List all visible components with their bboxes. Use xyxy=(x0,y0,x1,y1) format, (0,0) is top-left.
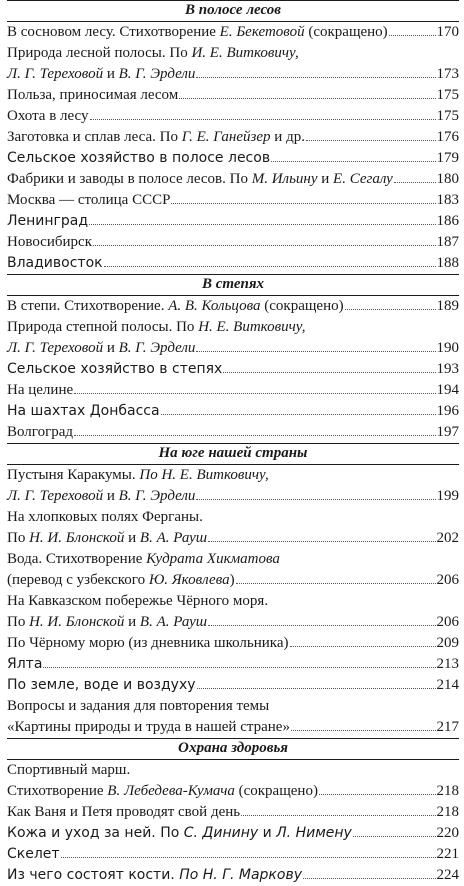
entry-title xyxy=(7,465,269,486)
entry-text: Волгоград xyxy=(7,424,74,440)
entry-text: По xyxy=(7,614,30,630)
dot-leader xyxy=(61,857,436,858)
entry-title xyxy=(7,106,89,127)
entry-text: Заготовка и сплав леса. По xyxy=(7,129,182,145)
page-number: 180 xyxy=(436,171,459,187)
entry-text: Новосибирск xyxy=(7,234,92,250)
toc-entry[interactable] xyxy=(7,232,459,253)
toc-entry[interactable] xyxy=(7,22,459,43)
entry-title xyxy=(7,85,178,106)
entry-text: Стихотворение xyxy=(7,783,108,799)
entry-text: По земле, воде и воздуху xyxy=(7,677,196,693)
entry-text: Спортивный марш. xyxy=(7,762,131,778)
entry-text: (сокращено) xyxy=(260,298,344,314)
section-heading: В полосе лесов xyxy=(7,0,459,22)
entry-title xyxy=(7,22,388,43)
entry-title xyxy=(7,338,195,359)
entry-title xyxy=(7,528,207,549)
entry-title xyxy=(7,570,235,591)
entry-text: Вопросы и задания для повторения темы xyxy=(7,698,270,714)
toc-entry[interactable] xyxy=(7,654,459,675)
entry-author: Е. Сегалу xyxy=(333,171,393,187)
toc-entry[interactable] xyxy=(7,85,459,106)
toc-entry[interactable] xyxy=(7,148,459,169)
toc-entry[interactable] xyxy=(7,64,459,85)
page-number: 193 xyxy=(436,361,459,377)
dot-leader xyxy=(291,730,436,731)
page-number: 218 xyxy=(436,783,459,799)
section-heading: В степях xyxy=(7,274,459,296)
entry-title xyxy=(7,232,92,253)
entry-text: Ленинград xyxy=(7,213,89,229)
entry-text: Сельское хозяйство в степях xyxy=(7,361,223,377)
entry-text: Из чего состоят кости. xyxy=(7,867,180,883)
entry-title xyxy=(7,717,290,738)
entry-text: и xyxy=(124,530,140,546)
entry-title xyxy=(7,148,270,169)
entry-author: М. Ильину xyxy=(251,171,318,187)
entry-title xyxy=(7,633,289,654)
dot-leader xyxy=(353,836,436,837)
entry-title xyxy=(7,591,268,612)
entry-text: (сокращено) xyxy=(234,783,318,799)
page-number: 202 xyxy=(436,530,459,546)
entry-text: На шахтах Донбасса xyxy=(7,403,160,419)
toc-entry[interactable] xyxy=(7,633,459,654)
page-number: 188 xyxy=(436,255,459,271)
page-number: 176 xyxy=(436,129,459,145)
entry-title xyxy=(7,760,130,781)
dot-leader xyxy=(306,140,436,141)
page-number: 206 xyxy=(436,572,459,588)
toc-entry[interactable] xyxy=(7,717,459,738)
entry-text: и xyxy=(258,825,277,841)
dot-leader xyxy=(290,646,436,647)
entry-text: Как Ваня и Петя проводят свой день xyxy=(7,804,241,820)
entry-title xyxy=(7,612,207,633)
entry-text: Москва — столица СССР xyxy=(7,192,171,208)
toc-entry[interactable] xyxy=(7,127,459,148)
dot-leader xyxy=(236,583,436,584)
entry-text: (перевод с узбекского xyxy=(7,572,149,588)
toc-entry[interactable] xyxy=(7,591,459,612)
entry-text: «Картины природы и труда в нашей стране» xyxy=(7,719,290,735)
toc-entry[interactable] xyxy=(7,486,459,507)
entry-author: По Н. Г. Маркову xyxy=(179,867,302,883)
section-heading: На юге нашей страны xyxy=(7,443,459,465)
entry-text: Вода. Стихотворение xyxy=(7,551,147,567)
toc-entry[interactable] xyxy=(7,760,459,781)
toc-entry[interactable] xyxy=(7,190,459,211)
dot-leader xyxy=(161,414,436,415)
entry-text: и xyxy=(103,340,119,356)
entry-author: Н. И. Блонской xyxy=(29,614,125,630)
entry-text: Пустыня Каракумы. xyxy=(7,467,140,483)
toc-entry[interactable] xyxy=(7,359,459,380)
entry-author: И. Е. Витковичу, xyxy=(191,45,299,61)
toc-entry[interactable] xyxy=(7,296,459,317)
page-number: 224 xyxy=(436,867,459,883)
entry-title xyxy=(7,401,160,422)
toc-entry[interactable] xyxy=(7,823,459,844)
entry-text: и др. xyxy=(270,129,305,145)
entry-title xyxy=(7,127,305,148)
dot-leader xyxy=(389,35,436,36)
entry-text: Природа степной полосы. По xyxy=(7,319,199,335)
dot-leader xyxy=(394,182,436,183)
entry-author: В. Г. Эрдели xyxy=(118,340,196,356)
dot-leader xyxy=(104,266,436,267)
entry-author: Г. Е. Ганейзер xyxy=(181,129,271,145)
dot-leader xyxy=(179,98,435,99)
toc-entry[interactable] xyxy=(7,844,459,865)
page-number: 197 xyxy=(436,424,459,440)
entry-author: Л. Г. Тереховой xyxy=(7,340,104,356)
page-number: 194 xyxy=(436,382,459,398)
page-number: 183 xyxy=(436,192,459,208)
page-number: 189 xyxy=(436,298,459,314)
toc-entry[interactable] xyxy=(7,781,459,802)
toc-entry[interactable] xyxy=(7,549,459,570)
entry-title xyxy=(7,422,73,443)
dot-leader xyxy=(93,245,436,246)
entry-author: Ю. Яковлева xyxy=(148,572,230,588)
dot-leader xyxy=(196,351,435,352)
page-number: 206 xyxy=(436,614,459,630)
entry-title xyxy=(7,486,195,507)
entry-title xyxy=(7,844,60,865)
page-number: 199 xyxy=(436,488,459,504)
entry-text: По Чёрному морю (из дневника школьника) xyxy=(7,635,289,651)
toc-entry[interactable] xyxy=(7,43,459,64)
entry-title xyxy=(7,190,170,211)
toc-entry[interactable] xyxy=(7,106,459,127)
entry-text: Владивосток xyxy=(7,255,103,271)
toc-entry[interactable] xyxy=(7,570,459,591)
entry-author: Кудрата Хикматова xyxy=(146,551,280,567)
dot-leader xyxy=(303,878,436,879)
entry-title xyxy=(7,823,352,844)
entry-author: Н. Е. Витковичу, xyxy=(198,319,306,335)
toc-entry[interactable] xyxy=(7,401,459,422)
dot-leader xyxy=(90,119,436,120)
entry-text: и xyxy=(124,614,140,630)
toc-entry[interactable] xyxy=(7,169,459,190)
entry-title xyxy=(7,253,103,274)
entry-text: Сельское хозяйство в полосе лесов xyxy=(7,150,271,166)
entry-text: (сокращено) xyxy=(304,24,388,40)
entry-author: Е. Бекетовой xyxy=(219,24,305,40)
dot-leader xyxy=(43,667,435,668)
toc-entry[interactable] xyxy=(7,317,459,338)
entry-text: и xyxy=(103,66,119,82)
entry-text: На целине xyxy=(7,382,74,398)
entry-text: Фабрики и заводы в полосе лесов. По xyxy=(7,171,252,187)
page-number: 179 xyxy=(436,150,459,166)
page-number: 220 xyxy=(436,825,459,841)
toc-entry[interactable] xyxy=(7,211,459,232)
entry-author: В. Г. Эрдели xyxy=(118,66,196,82)
entry-text: Природа лесной полосы. По xyxy=(7,45,192,61)
dot-leader xyxy=(271,161,435,162)
page-number: 209 xyxy=(436,635,459,651)
dot-leader xyxy=(345,309,436,310)
entry-text: В сосновом лесу. Стихотворение xyxy=(7,24,220,40)
entry-title xyxy=(7,169,393,190)
entry-title xyxy=(7,296,344,317)
entry-author: В. Г. Эрдели xyxy=(118,488,196,504)
entry-title xyxy=(7,507,203,528)
entry-title xyxy=(7,865,302,886)
dot-leader xyxy=(196,499,435,500)
entry-text: Кожа и уход за ней. По xyxy=(7,825,184,841)
entry-author: Л. Нимену xyxy=(276,825,352,841)
toc-entry[interactable] xyxy=(7,528,459,549)
entry-author: Н. И. Блонской xyxy=(29,530,125,546)
dot-leader xyxy=(208,541,435,542)
dot-leader xyxy=(89,224,435,225)
entry-title xyxy=(7,654,42,675)
toc-entry[interactable] xyxy=(7,696,459,717)
dot-leader xyxy=(74,393,435,394)
entry-text: Скелет xyxy=(7,846,60,862)
entry-text: В степи. Стихотворение. xyxy=(7,298,169,314)
entry-text: По xyxy=(7,530,30,546)
toc-entry[interactable] xyxy=(7,380,459,401)
page-number: 173 xyxy=(436,66,459,82)
entry-text: и xyxy=(103,488,119,504)
page-number: 221 xyxy=(436,846,459,862)
page-number: 170 xyxy=(436,24,459,40)
entry-author: По Н. Е. Витковичу, xyxy=(139,467,269,483)
page-number: 175 xyxy=(436,108,459,124)
entry-author: С. Динину xyxy=(183,825,259,841)
entry-text: На хлопковых полях Ферганы. xyxy=(7,509,203,525)
entry-author: В. А. Рауш xyxy=(139,530,208,546)
toc-entry[interactable] xyxy=(7,465,459,486)
entry-text: и xyxy=(317,171,334,187)
entry-title xyxy=(7,781,318,802)
toc-entry[interactable] xyxy=(7,802,459,823)
page-number: 217 xyxy=(436,719,459,735)
entry-author: В. Лебедева-Кумача xyxy=(107,783,235,799)
entry-text: На Кавказском побережье Чёрного моря. xyxy=(7,593,269,609)
dot-leader xyxy=(74,435,435,436)
toc-entry[interactable] xyxy=(7,422,459,443)
dot-leader xyxy=(171,203,435,204)
dot-leader xyxy=(223,372,435,373)
toc-entry[interactable] xyxy=(7,253,459,274)
page-number: 187 xyxy=(436,234,459,250)
entry-text: ) xyxy=(229,572,235,588)
toc-entry[interactable] xyxy=(7,338,459,359)
entry-author: А. В. Кольцова xyxy=(168,298,261,314)
toc-entry[interactable] xyxy=(7,675,459,696)
entry-title xyxy=(7,359,222,380)
entry-title xyxy=(7,675,196,696)
page-number: 196 xyxy=(436,403,459,419)
entry-title xyxy=(7,802,240,823)
page-number: 214 xyxy=(436,677,459,693)
page-number: 186 xyxy=(436,213,459,229)
dot-leader xyxy=(319,794,436,795)
entry-text: Ялта xyxy=(7,656,43,672)
entry-author: Л. Г. Тереховой xyxy=(7,66,104,82)
dot-leader xyxy=(197,688,436,689)
entry-author: Л. Г. Тереховой xyxy=(7,488,104,504)
toc-entry[interactable] xyxy=(7,507,459,528)
dot-leader xyxy=(208,625,435,626)
page-number: 213 xyxy=(436,656,459,672)
entry-title xyxy=(7,549,280,570)
section-heading: Охрана здоровья xyxy=(7,738,459,760)
page-number: 218 xyxy=(436,804,459,820)
toc-entry[interactable] xyxy=(7,612,459,633)
entry-title xyxy=(7,211,88,232)
page-number: 175 xyxy=(436,87,459,103)
dot-leader xyxy=(241,815,435,816)
table-of-contents xyxy=(7,0,459,886)
dot-leader xyxy=(196,77,435,78)
entry-author: В. А. Рауш xyxy=(139,614,208,630)
toc-entry[interactable] xyxy=(7,865,459,886)
entry-text: Польза, приносимая лесом xyxy=(7,87,179,103)
entry-title xyxy=(7,64,195,85)
page-number: 190 xyxy=(436,340,459,356)
entry-title xyxy=(7,43,299,64)
entry-title xyxy=(7,380,73,401)
entry-title xyxy=(7,696,269,717)
entry-text: Охота в лесу xyxy=(7,108,89,124)
entry-title xyxy=(7,317,305,338)
